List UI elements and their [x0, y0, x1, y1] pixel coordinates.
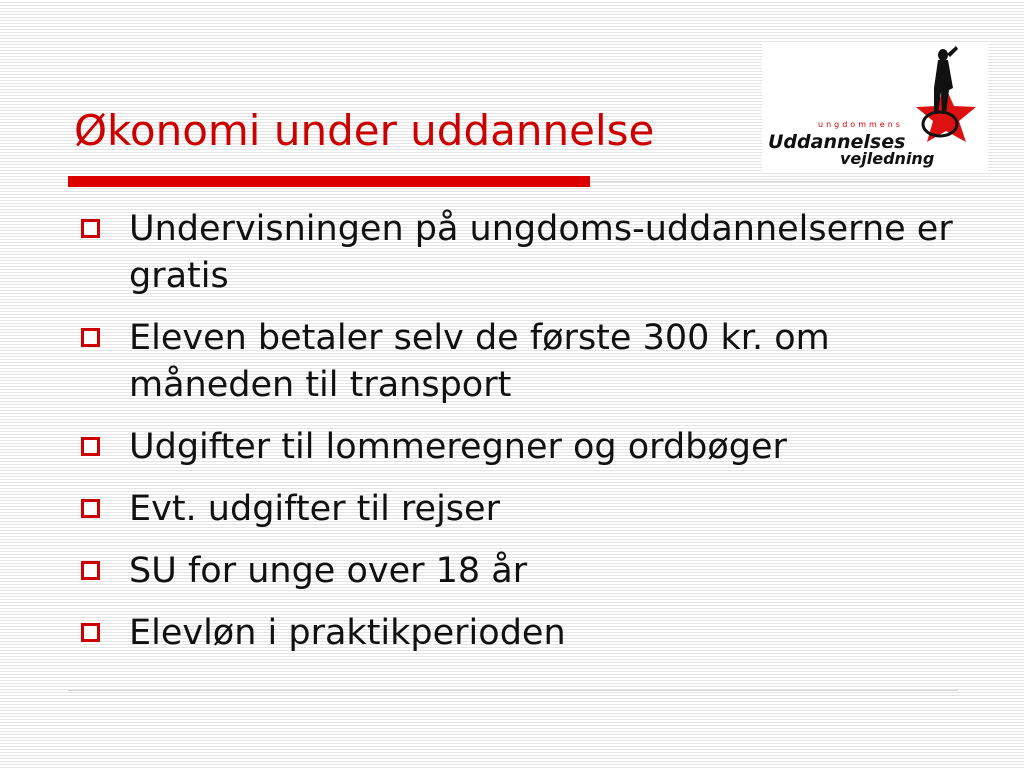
- bullet-item: [76, 206, 976, 300]
- square-bullet-icon: [81, 561, 100, 580]
- title-divider: [590, 181, 960, 182]
- uu-logo: [762, 44, 988, 172]
- bullet-text: Udgifter til lommeregner og ordbøger: [129, 427, 787, 467]
- logo-line1: Uddannelses: [768, 131, 906, 153]
- bullet-text: Eleven betaler selv de første 300 kr. om måneden til transport: [129, 318, 830, 405]
- bullet-item: [76, 610, 976, 657]
- square-bullet-icon: [81, 499, 100, 518]
- title-underline-bar: [68, 176, 590, 187]
- bullet-item: [76, 548, 976, 595]
- square-bullet-icon: [81, 219, 100, 238]
- bullet-text: SU for unge over 18 år: [129, 551, 528, 591]
- figure-icon: [934, 46, 958, 114]
- bullet-text: Undervisningen på ungdoms-uddannelserne er gratis: [129, 209, 953, 296]
- square-bullet-icon: [81, 623, 100, 642]
- square-bullet-icon: [81, 328, 100, 347]
- slide-title: Økonomi under uddannelse: [74, 106, 655, 155]
- bullet-item: [76, 424, 976, 471]
- footer-divider: [68, 690, 958, 691]
- logo-top-text: ungdommens: [818, 120, 903, 129]
- bullet-text: Elevløn i praktikperioden: [129, 613, 566, 653]
- bullet-text: Evt. udgifter til rejser: [129, 489, 500, 529]
- bullet-item: [76, 486, 976, 533]
- bullet-list: [76, 206, 976, 672]
- logo-line2: vejledning: [840, 149, 935, 168]
- square-bullet-icon: [81, 437, 100, 456]
- bullet-item: [76, 315, 976, 409]
